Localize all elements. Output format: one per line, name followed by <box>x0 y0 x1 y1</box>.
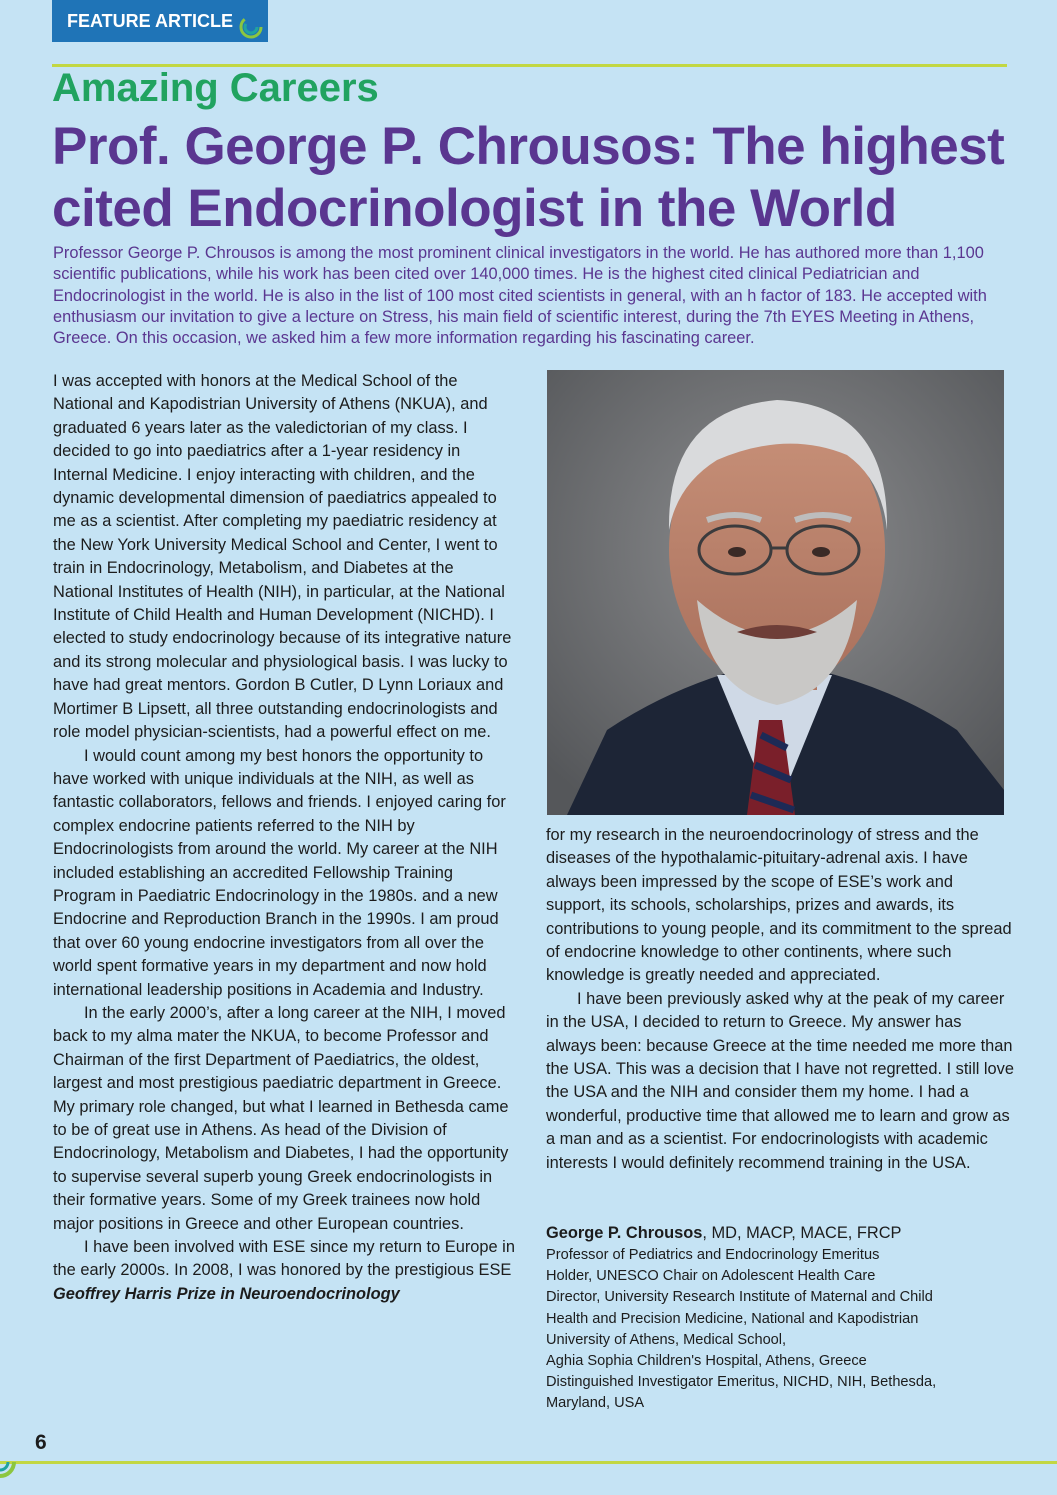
affiliation-line: Health and Precision Medicine, National and Kapodistrian <box>546 1310 919 1327</box>
affiliation-line: Aghia Sophia Children's Hospital, Athens, Greece <box>546 1353 867 1370</box>
feature-article-tab <box>52 0 268 42</box>
affiliation-line: Distinguished Investigator Emeritus, NICHD, NIH, Bethesda, <box>546 1374 937 1391</box>
paragraph-4 <box>53 1236 518 1306</box>
affiliation-line: Director, University Research Institute of Maternal and Child <box>546 1289 933 1306</box>
author-name: George P. Chrousos <box>546 1224 703 1242</box>
page-number: 6 <box>35 1431 47 1454</box>
paragraph-2: I would count among my best honors the opportunity to have worked with unique individuals at the NIH, as well as fantastic collaborators, fellows and friends. I enjoyed caring for complex endocrine patients referred to the NIH by Endocrinologists from around the world. My career at the NIH included establishing an accredited Fellowship Training Program in Paediatric Endocrinology in the 1980s. and a new Endocrine and Reproduction Branch in the 1990s. I am proud that over 60 young endocrine investigators from all over the world spent formative years in my department and now hold international leadership positions in Academia and Industry. <box>53 746 506 999</box>
right-column <box>546 824 1016 1175</box>
swirl-logo-icon <box>0 1442 20 1482</box>
paragraph-5: I have been previously asked why at the peak of my career in the USA, I decided to return to Greece. My answer has always been: because Greece at the time needed me more than the USA. This was a decision that I have not regretted. I still love the USA and the NIH and consider them my home. I had a wonderful, productive time that allowed me to learn and grow as a man and as a scientist. For endocrinologists with academic interests I would definitely recommend training in the USA. <box>546 989 1014 1172</box>
portrait-illustration <box>547 370 1004 815</box>
author-credentials: , MD, MACP, MACE, FRCP <box>702 1224 902 1242</box>
paragraph-1: I was accepted with honors at the Medical School of the National and Kapodistrian University of Athens (NKUA), and graduated 6 years later as the valedictorian of my class. I decided to go into paediatrics after a 1-year residency in Internal Medicine. I enjoy interacting with children, and the dynamic developmental dimension of paediatrics appealed to me as a scientist. After completing my paediatric residency at the New York University Medical School and Center, I went to train in Endocrinology, Metabolism, and Diabetes at the National Institutes of Health (NIH), in particular, at the National Institute of Child Health and Human Development (NICHD). I elected to study endocrinology because of its integrative nature and its strong molecular and physiological basis. I was lucky to have had great mentors. Gordon B Cutler, D Lynn Loriaux and Mortimer B Lipsett, all three outstanding endocrinologists and role model physician-scientists, had a powerful effect on me. <box>53 372 512 742</box>
affiliation-line: Holder, UNESCO Chair on Adolescent Health Care <box>546 1268 876 1285</box>
author-signature <box>546 1222 1016 1415</box>
paragraph-4-continued: for my research in the neuroendocrinology of stress and the diseases of the hypothalamic-pituitary-adrenal axis. I have always been impressed by the scope of ESE’s work and support, its schools, scholarships, prizes and awards, its contributions to young people, and its commitment to the spread of endocrine knowledge to other continents, where such knowledge is greatly needed and appreciated. <box>546 826 1012 985</box>
affiliation-line: Maryland, USA <box>546 1395 645 1412</box>
left-column <box>53 370 518 1306</box>
prize-name: Geoffrey Harris Prize in Neuroendocrinology <box>53 1284 400 1303</box>
author-portrait-photo <box>547 370 1004 815</box>
section-kicker: Amazing Careers <box>52 66 379 110</box>
swirl-logo-icon <box>238 14 264 40</box>
paragraph-4-start: I have been involved with ESE since my return to Europe in the early 2000s. In 2008, I was honored by the prestigious ESE <box>53 1238 515 1280</box>
affiliation-line: University of Athens, Medical School, <box>546 1331 787 1348</box>
signature-name-line <box>546 1222 1016 1245</box>
affiliation-line: Professor of Pediatrics and Endocrinology Emeritus <box>546 1247 880 1263</box>
paragraph-3: In the early 2000’s, after a long career at the NIH, I moved back to my alma mater the NKUA, to become Professor and Chairman of the first Department of Paediatrics, the oldest, largest and most prestigious paediatric department in Greece. My primary role changed, but what I learned in Bethesda came to be of great use in Athens. As head of the Division of Endocrinology, Metabolism and Diabetes, I had the opportunity to supervise several superb young Greek endocrinologists in their formative years. Some of my Greek trainees now hold major positions in Greece and other European countries. <box>53 1003 509 1233</box>
feature-article-label: FEATURE ARTICLE <box>67 11 233 31</box>
bottom-divider <box>0 1461 1057 1464</box>
article-headline: Prof. George P. Chrousos: The highest cited Endocrinologist in the World <box>52 117 1005 238</box>
article-intro: Professor George P. Chrousos is among the most prominent clinical investigators in the world. He has authored more than 1,100 scientific publications, while his work has been cited over 140,000 times. He is the highest cited clinical Pediatrician and Endocrinologist in the world. He is also in the list of 100 most cited scientists in general, with an h factor of 183. He accepted with enthusiasm our invitation to give a lecture on Stress, his main field of scientific interest, during the 7th EYES Meeting in Athens, Greece. On this occasion, we asked him a few more information regarding his fascinating career. <box>53 244 987 348</box>
